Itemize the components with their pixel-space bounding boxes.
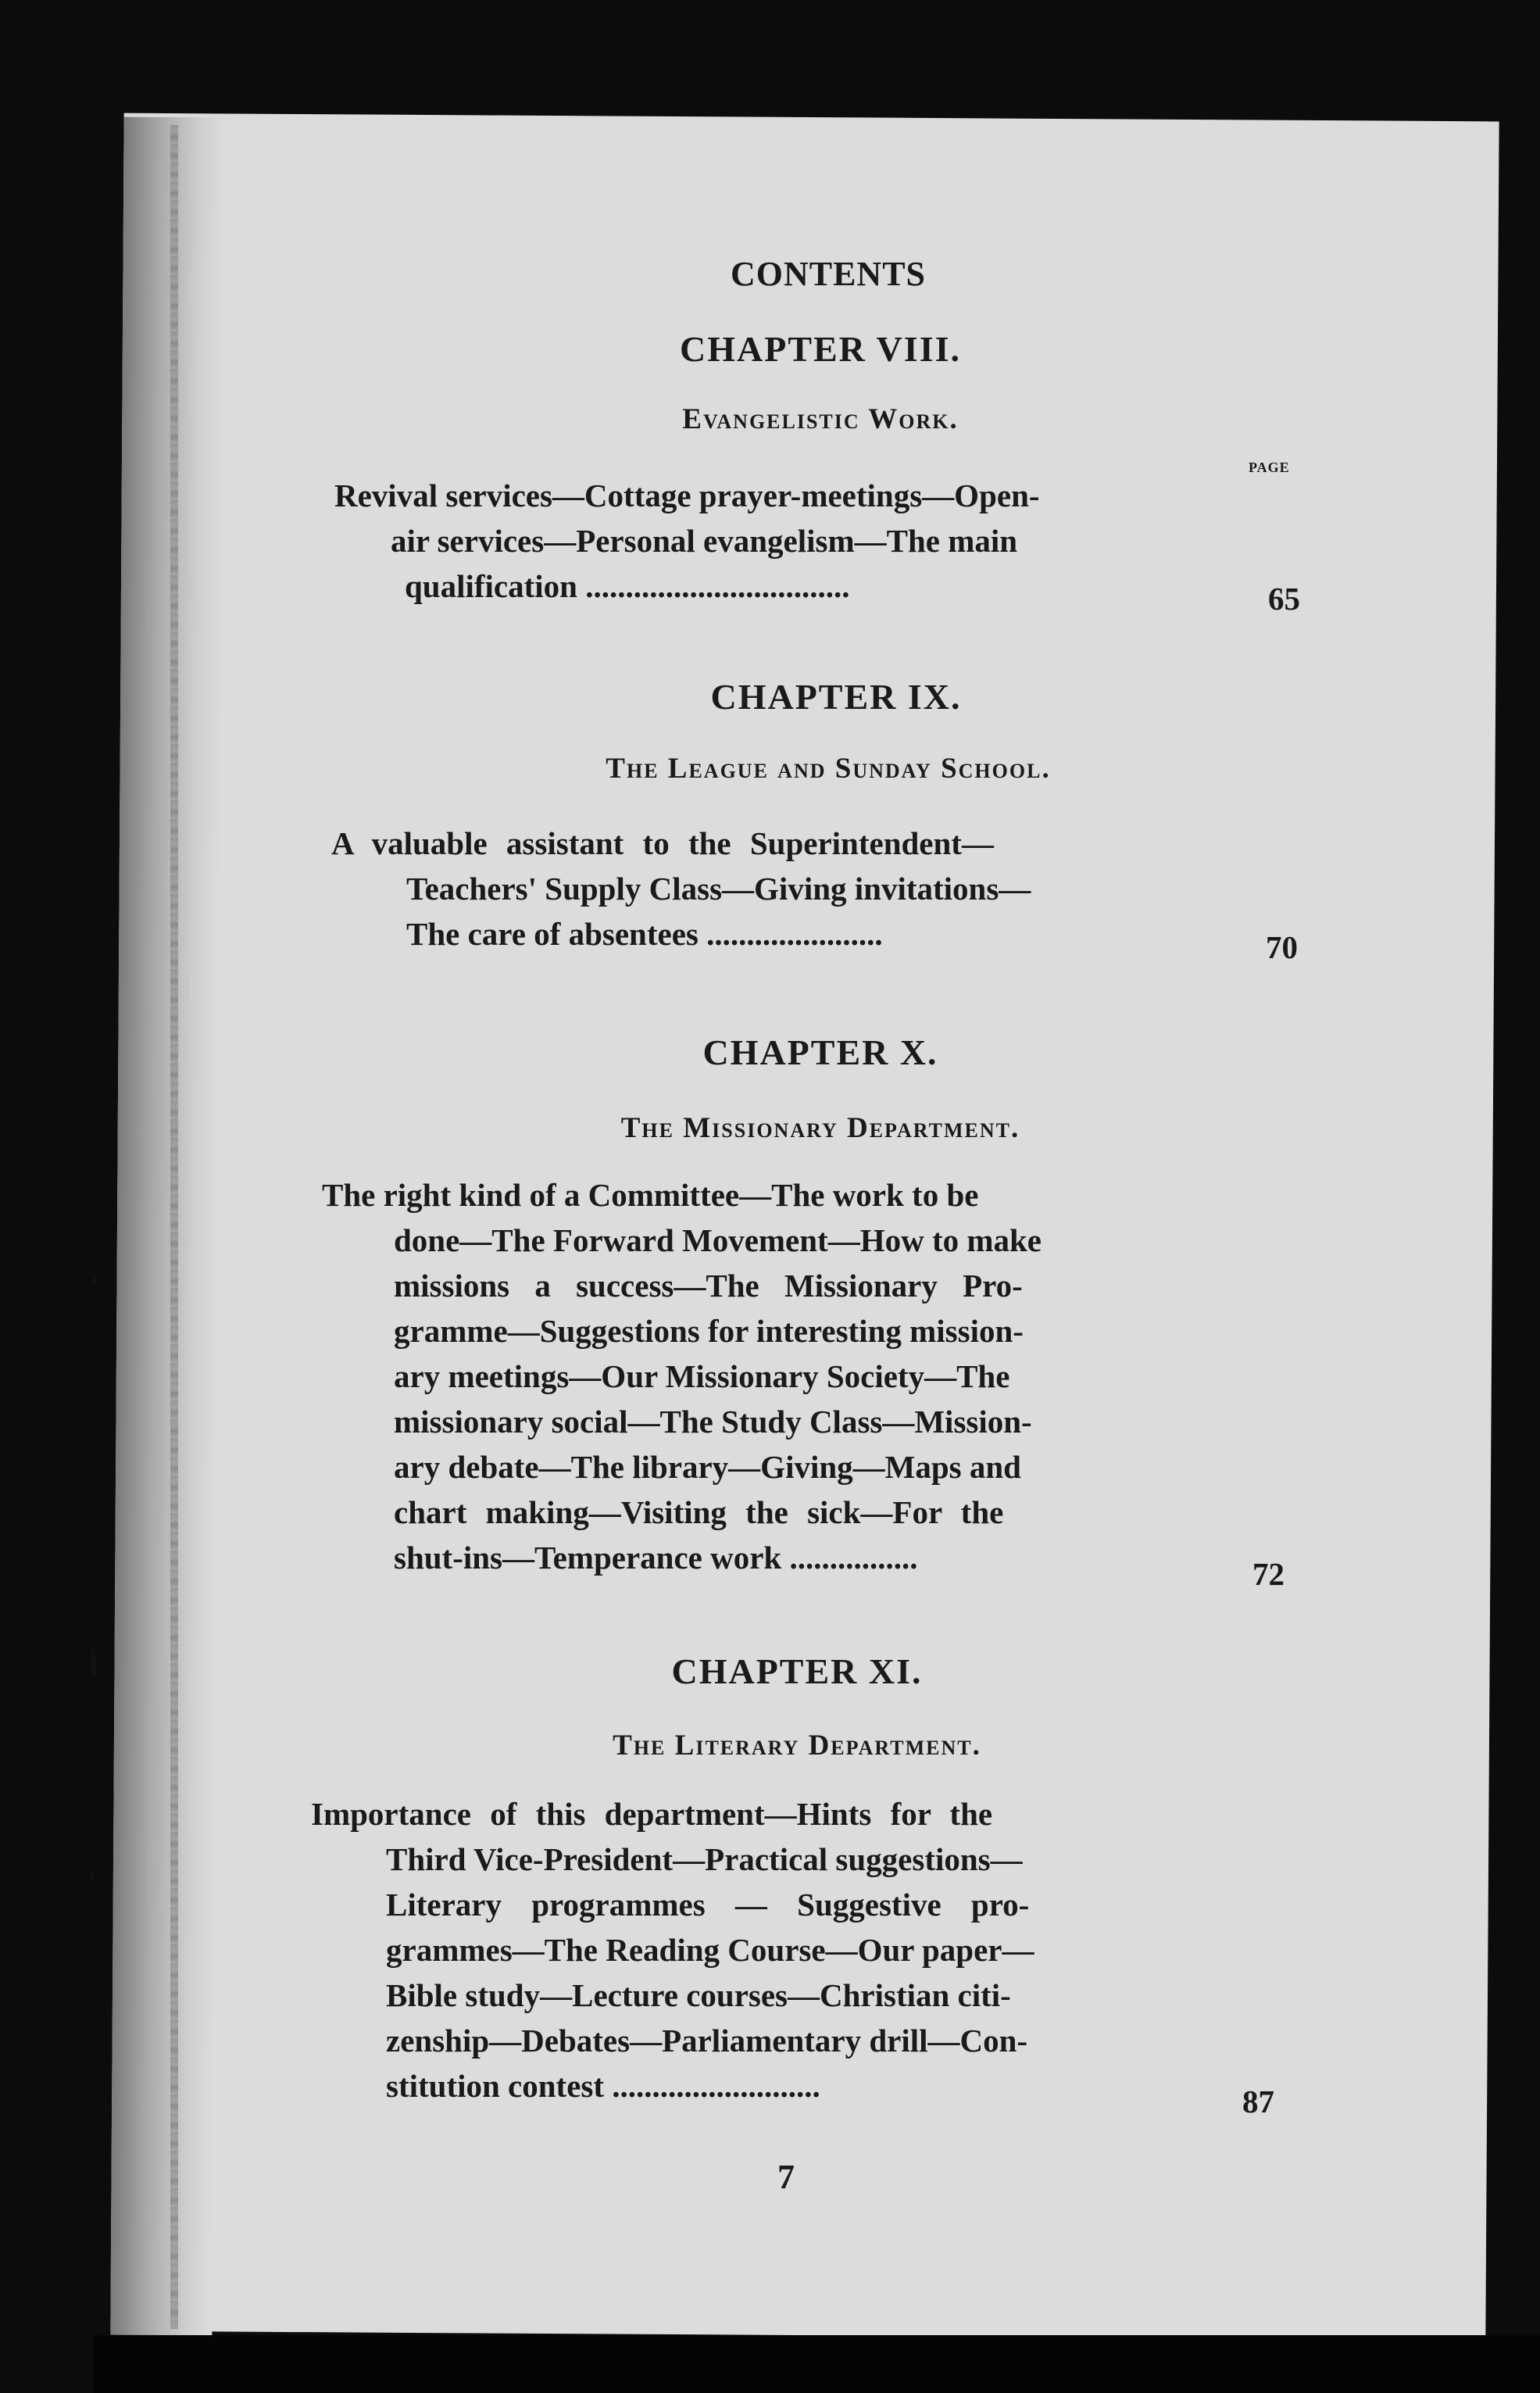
page-folio: 7 xyxy=(777,2158,795,2196)
summary-line: Importance of this department—Hints for the xyxy=(311,1796,993,1832)
chapter-xi-summary xyxy=(311,1791,1034,2109)
chapter-x-page-number: 72 xyxy=(1252,1556,1285,1592)
chapter-ix-page-number: 70 xyxy=(1266,929,1298,965)
summary-line: The care of absentees ...................... xyxy=(406,916,883,952)
summary-line: grammes—The Reading Course—Our paper— xyxy=(386,1932,1034,1968)
summary-line: air services—Personal evangelism—The main xyxy=(391,523,1018,559)
summary-line: done—The Forward Movement—How to make xyxy=(394,1222,1042,1258)
chapter-viii-heading: CHAPTER VIII. xyxy=(680,329,961,369)
summary-line: qualification ................................. xyxy=(405,568,850,604)
chapter-ix-heading: CHAPTER IX. xyxy=(710,677,962,717)
summary-line: ary debate—The library—Giving—Maps and xyxy=(394,1449,1021,1485)
margin-speck xyxy=(92,1274,97,1285)
bottom-shadow xyxy=(94,2335,1540,2393)
chapter-x-subheading: The Missionary Department. xyxy=(620,1112,1020,1144)
margin-speck xyxy=(90,1872,94,1881)
summary-line: gramme—Suggestions for interesting mission- xyxy=(394,1313,1024,1349)
summary-line: Revival services—Cottage prayer-meetings—Open- xyxy=(334,478,1040,513)
chapter-viii-page-number: 65 xyxy=(1268,581,1300,617)
summary-line: Literary programmes — Suggestive pro- xyxy=(386,1887,1030,1923)
chapter-x-heading: CHAPTER X. xyxy=(702,1032,938,1072)
chapter-viii-summary xyxy=(334,473,1040,609)
summary-line: zenship—Debates—Parliamentary drill—Con- xyxy=(386,2023,1028,2059)
summary-line: ary meetings—Our Missionary Society—The xyxy=(394,1358,1010,1394)
chapter-viii-subheading: Evangelistic Work. xyxy=(682,403,959,435)
summary-line: stitution contest .......................... xyxy=(386,2068,820,2104)
summary-line: shut-ins—Temperance work ................ xyxy=(394,1540,918,1576)
summary-line: A valuable assistant to the Superintendent— xyxy=(331,825,994,861)
chapter-xi-heading: CHAPTER XI. xyxy=(671,1651,923,1691)
chapter-xi-page-number: 87 xyxy=(1242,2084,1274,2119)
margin-speck xyxy=(91,1649,96,1677)
contents-heading: CONTENTS xyxy=(730,255,927,293)
chapter-xi-subheading: The Literary Department. xyxy=(613,1729,981,1762)
summary-line: missionary social—The Study Class—Mission- xyxy=(394,1404,1032,1440)
page-column-label: PAGE xyxy=(1249,460,1290,475)
chapter-ix-summary xyxy=(331,821,1031,957)
summary-line: The right kind of a Committee—The work to be xyxy=(322,1177,979,1213)
binding-gutter xyxy=(110,117,225,2336)
summary-line: Bible study—Lecture courses—Christian citi- xyxy=(386,1977,1011,2013)
summary-line: chart making—Visiting the sick—For the xyxy=(394,1494,1004,1530)
summary-line: Teachers' Supply Class—Giving invitations— xyxy=(406,871,1031,907)
summary-line: Third Vice-President—Practical suggestions— xyxy=(386,1841,1023,1877)
chapter-ix-subheading: The League and Sunday School. xyxy=(606,753,1051,785)
binding-edge xyxy=(170,125,178,2329)
summary-line: missions a success—The Missionary Pro- xyxy=(394,1268,1023,1304)
chapter-x-summary xyxy=(322,1172,1042,1580)
